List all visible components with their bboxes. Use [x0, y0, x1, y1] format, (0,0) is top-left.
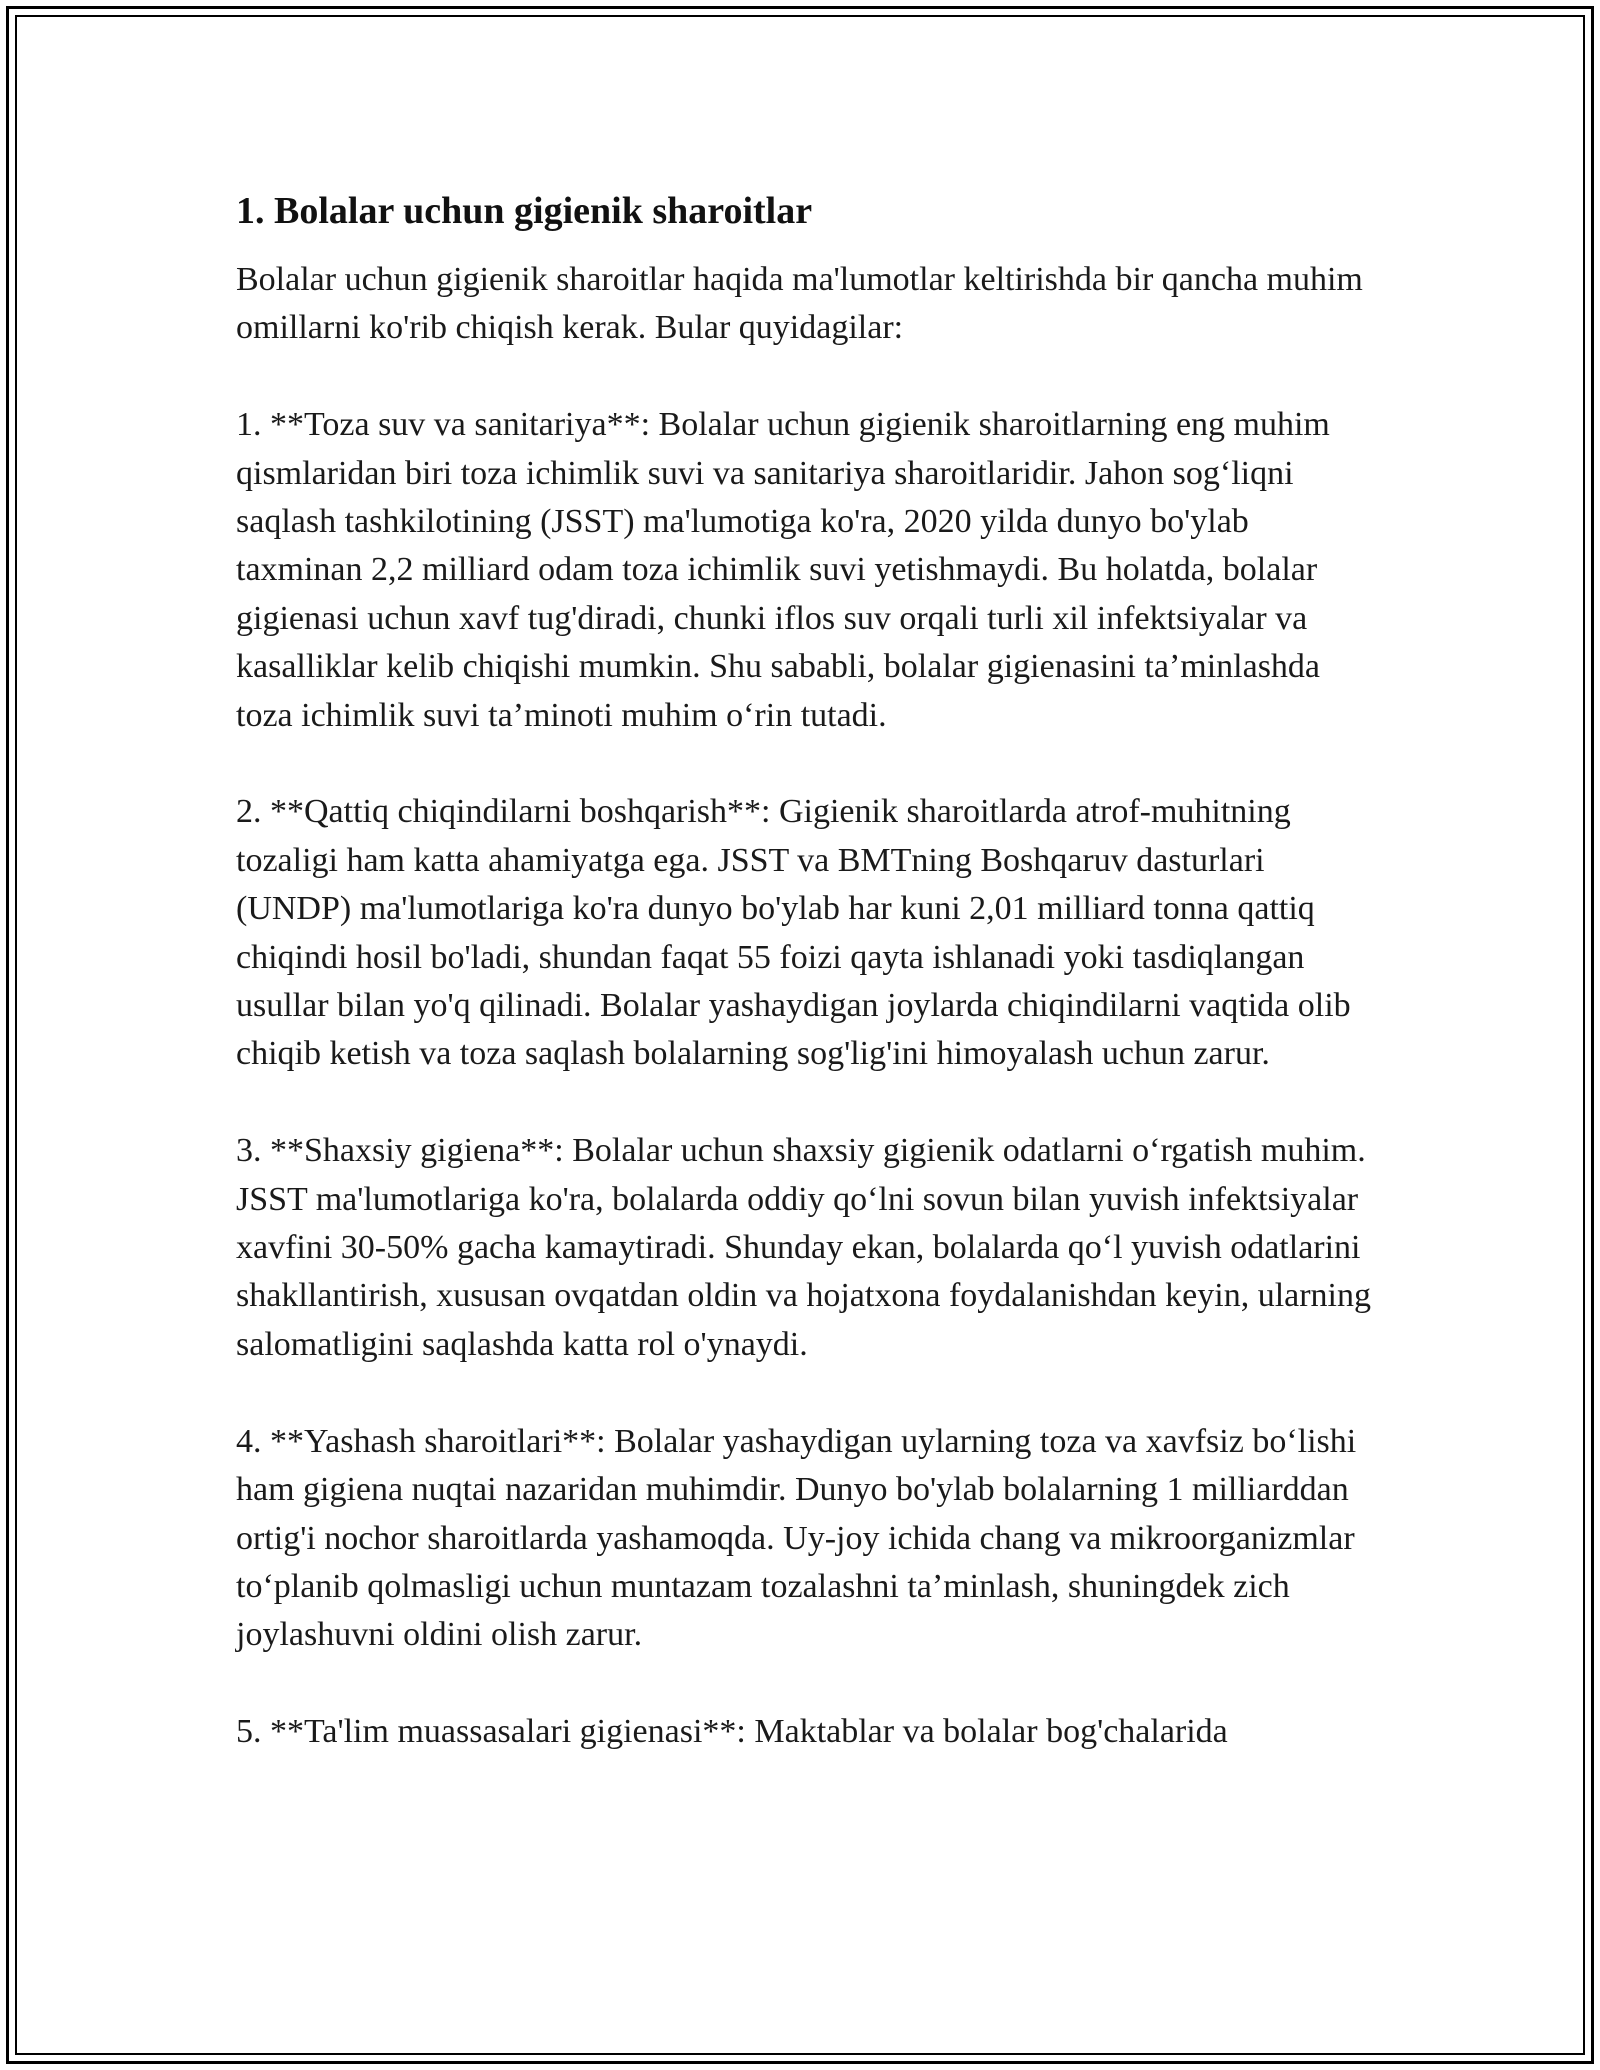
item-solid-waste-paragraph: 2. **Qattiq chiqindilarni boshqarish**: Gigienik sharoitlarda atrof-muhitning tozaligi ham katta ahamiyatga ega. JSST va BMTning Boshqaruv dasturlari (UNDP) ma'lumotlariga ko'ra dunyo bo'ylab har kuni 2,01 milliard tonna qattiq chiqindi hosil bo'ladi, shundan faqat 55 foizi qayta ishlanadi yoki tasdiqlangan usullar bilan yo'q qilinadi. Bolalar yashaydigan joylarda chiqindilarni vaqtida olib chiqib ketish va toza saqlash bolalarning sog'lig'ini himoyalash uchun zarur. — [236, 793, 1351, 1073]
intro-paragraph: Bolalar uchun gigienik sharoitlar haqida ma'lumotlar keltirishda bir qancha muhim omillarni ko'rib chiqish kerak. Bular quyidagilar: — [236, 261, 1363, 347]
section-heading: 1. Bolalar uchun gigienik sharoitlar — [236, 190, 813, 232]
document-body — [236, 186, 1376, 1757]
item-clean-water-paragraph: 1. **Toza suv va sanitariya**: Bolalar uchun gigienik sharoitlarning eng muhim qismlaridan biri toza ichimlik suvi va sanitariya sharoitlaridir. Jahon sog‘liqni saqlash tashkilotining (JSST) ma'lumotiga ko'ra, 2020 yilda dunyo bo'ylab taxminan 2,2 milliard odam toza ichimlik suvi yetishmaydi. Bu holatda, bolalar gigienasi uchun xavf tug'diradi, chunki iflos suv orqali turli xil infektsiyalar va kasalliklar kelib chiqishi mumkin. Shu sababli, bolalar gigienasini ta’minlashda toza ichimlik suvi ta’minoti muhim o‘rin tutadi. — [236, 406, 1330, 734]
item-education-hygiene-paragraph: 5. **Ta'lim muassasalari gigienasi**: Maktablar va bolalar bog'chalarida — [236, 1713, 1228, 1751]
item-personal-hygiene-paragraph: 3. **Shaxsiy gigiena**: Bolalar uchun shaxsiy gigienik odatlarni o‘rgatish muhim. JSST ma'lumotlariga ko'ra, bolalarda oddiy qo‘lni sovun bilan yuvish infektsiyalar xavfini 30-50% gacha kamaytiradi. Shunday ekan, bolalarda qo‘l yuvish odatlarini shakllantirish, xususan ovqatdan oldin va hojatxona foydalanishdan keyin, ularning salomatligini saqlashda katta rol o'ynaydi. — [236, 1132, 1371, 1363]
item-living-conditions-paragraph: 4. **Yashash sharoitlari**: Bolalar yashaydigan uylarning toza va xavfsiz bo‘lishi ham gigiena nuqtai nazaridan muhimdir. Dunyo bo'ylab bolalarning 1 milliarddan ortig'i nochor sharoitlarda yashamoqda. Uy-joy ichida chang va mikroorganizmlar to‘planib qolmasligi uchun muntazam tozalashni ta’minlash, shuningdek zich joylashuvni oldini olish zarur. — [236, 1422, 1357, 1654]
